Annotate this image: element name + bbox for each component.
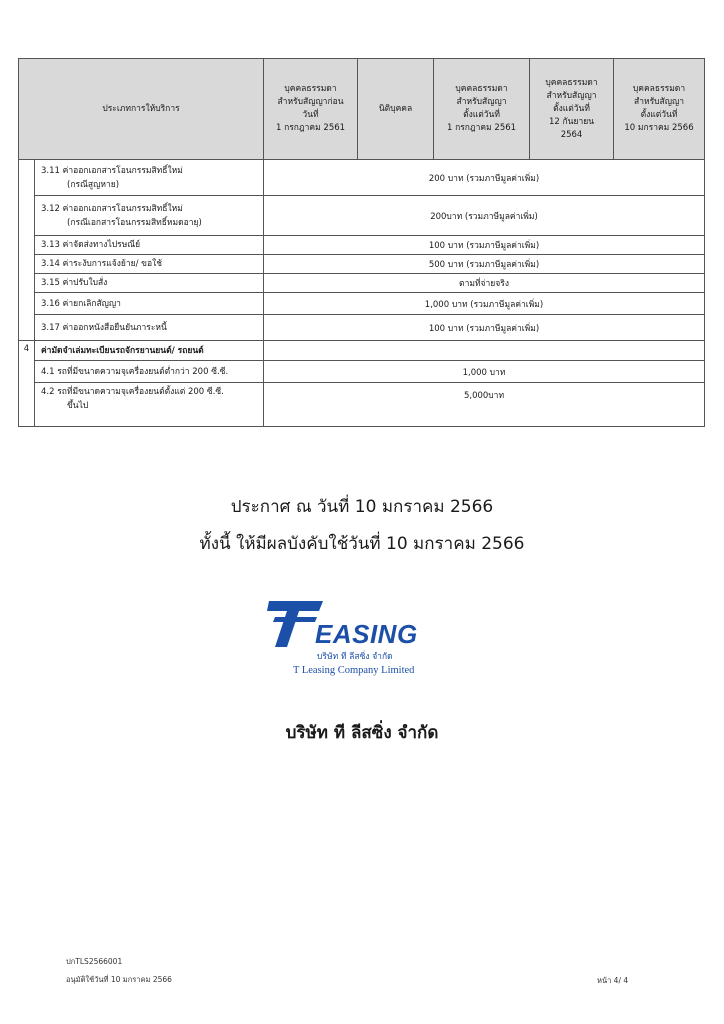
document-code: ปกTLS2566001	[66, 957, 123, 966]
company-name: บริษัท ที ลีสซิ่ง จำกัด	[285, 723, 439, 743]
header-line: ตั้งแต่วันที่	[463, 110, 500, 120]
header-line: ตั้งแต่วันที่	[553, 103, 590, 114]
header-col3	[434, 59, 530, 160]
service-cell	[35, 196, 264, 236]
empty-fee-cell	[264, 341, 705, 361]
approval-date: อนุมัติใช้วันที่ 10 มกราคม 2566	[66, 975, 172, 984]
header-line: บุคคลธรรมดา	[284, 84, 337, 94]
table-row	[19, 315, 705, 341]
table-row	[19, 383, 705, 427]
service-sublabel: ขึ้นไป	[67, 401, 89, 411]
service-label: 3.17 ค่าออกหนังสือยืนยันภาระหนี้	[35, 315, 264, 341]
header-line: บุคคลธรรมดา	[632, 84, 686, 94]
header-service-type: ประเภทการให้บริการ	[19, 59, 264, 160]
header-line: 1 กรกฎาคม 2561	[275, 123, 346, 133]
header-line: 10 มกราคม 2566	[624, 123, 694, 133]
logo-english-name: T Leasing Company Limited	[293, 665, 415, 676]
header-line: สำหรับสัญญา	[634, 97, 684, 107]
header-line: สำหรับสัญญา	[456, 97, 507, 107]
table-row	[19, 341, 705, 361]
header-line: นิติบุคคล	[378, 103, 413, 114]
service-label: 3.14 ค่าระงับการแจ้งย้าย/ ขอใช้	[35, 255, 264, 274]
service-label: 3.11 ค่าออกเอกสารโอนกรรมสิทธิ์ใหม่	[41, 165, 183, 176]
logo-thai-name: บริษัท ที ลีสซิ่ง จำกัด	[317, 652, 393, 662]
table-row	[19, 293, 705, 315]
header-line: ตั้งแต่วันที่	[640, 110, 678, 120]
service-label: 3.12 ค่าออกเอกสารโอนกรรมสิทธิ์ใหม่	[41, 203, 183, 214]
page-number: หน้า 4/ 4	[597, 976, 629, 985]
header-line: บุคคลธรรมดา	[455, 84, 508, 94]
service-sublabel: (กรณีเอกสารโอนกรรมสิทธิ์หมดอายุ)	[67, 217, 202, 228]
service-sublabel: (กรณีสูญหาย)	[67, 179, 120, 190]
service-cell	[35, 383, 264, 427]
fee-cell: 500 บาท (รวมภาษีมูลค่าเพิ่ม)	[264, 255, 705, 274]
fee-cell: 100 บาท (รวมภาษีมูลค่าเพิ่ม)	[264, 315, 705, 341]
header-col5	[614, 59, 705, 160]
fee-cell: 100 บาท (รวมภาษีมูลค่าเพิ่ม)	[264, 236, 705, 255]
service-label: 4.1 รถที่มีขนาดความจุเครื่องยนต์ต่ำกว่า 200 ซี.ซี.	[35, 361, 264, 383]
announcement-date: ประกาศ ณ วันที่ 10 มกราคม 2566	[230, 497, 494, 517]
service-label: 3.13 ค่าจัดส่งทางไปรษณีย์	[35, 236, 264, 255]
section-title: ค่ามัดจำเล่มทะเบียนรถจักรยานยนต์/ รถยนต์	[35, 341, 264, 361]
section-number: 4	[19, 341, 35, 427]
header-col2	[358, 59, 434, 160]
table-row	[19, 361, 705, 383]
fee-cell: 1,000 บาท (รวมภาษีมูลค่าเพิ่ม)	[264, 293, 705, 315]
fee-table	[18, 58, 705, 427]
fee-cell: ตามที่จ่ายจริง	[264, 274, 705, 293]
table-row	[19, 196, 705, 236]
effective-date: ทั้งนี้ ให้มีผลบังคับใช้วันที่ 10 มกราคม 2566	[199, 534, 525, 554]
table-row	[19, 160, 705, 196]
table-row	[19, 274, 705, 293]
header-line: 1 กรกฎาคม 2561	[446, 123, 517, 133]
header-line: 2564	[560, 129, 583, 140]
header-line: สำหรับสัญญาก่อน	[277, 97, 344, 107]
service-cell	[35, 160, 264, 196]
fee-cell: 1,000 บาท	[264, 361, 705, 383]
header-line: 12 กันยายน	[549, 116, 595, 127]
fee-cell: 200บาท (รวมภาษีมูลค่าเพิ่ม)	[264, 196, 705, 236]
header-col1	[264, 59, 358, 160]
service-label: 3.15 ค่าปรับใบสั่ง	[35, 274, 264, 293]
section-number-cell	[19, 160, 35, 341]
header-line: บุคคลธรรมดา	[545, 77, 598, 88]
company-logo	[265, 597, 440, 687]
header-line: สำหรับสัญญา	[546, 90, 597, 101]
table-row	[19, 255, 705, 274]
service-label: 3.16 ค่ายกเลิกสัญญา	[35, 293, 264, 315]
logo-word: EASING	[315, 619, 418, 649]
fee-cell: 5,000บาท	[264, 383, 705, 427]
table-header-row	[19, 59, 705, 160]
table-row	[19, 236, 705, 255]
service-label: 4.2 รถที่มีขนาดความจุเครื่องยนต์ตั้งแต่ 200 ซี.ซี.	[41, 387, 224, 397]
header-line: วันที่	[302, 110, 319, 120]
fee-cell: 200 บาท (รวมภาษีมูลค่าเพิ่ม)	[264, 160, 705, 196]
header-col4	[530, 59, 614, 160]
